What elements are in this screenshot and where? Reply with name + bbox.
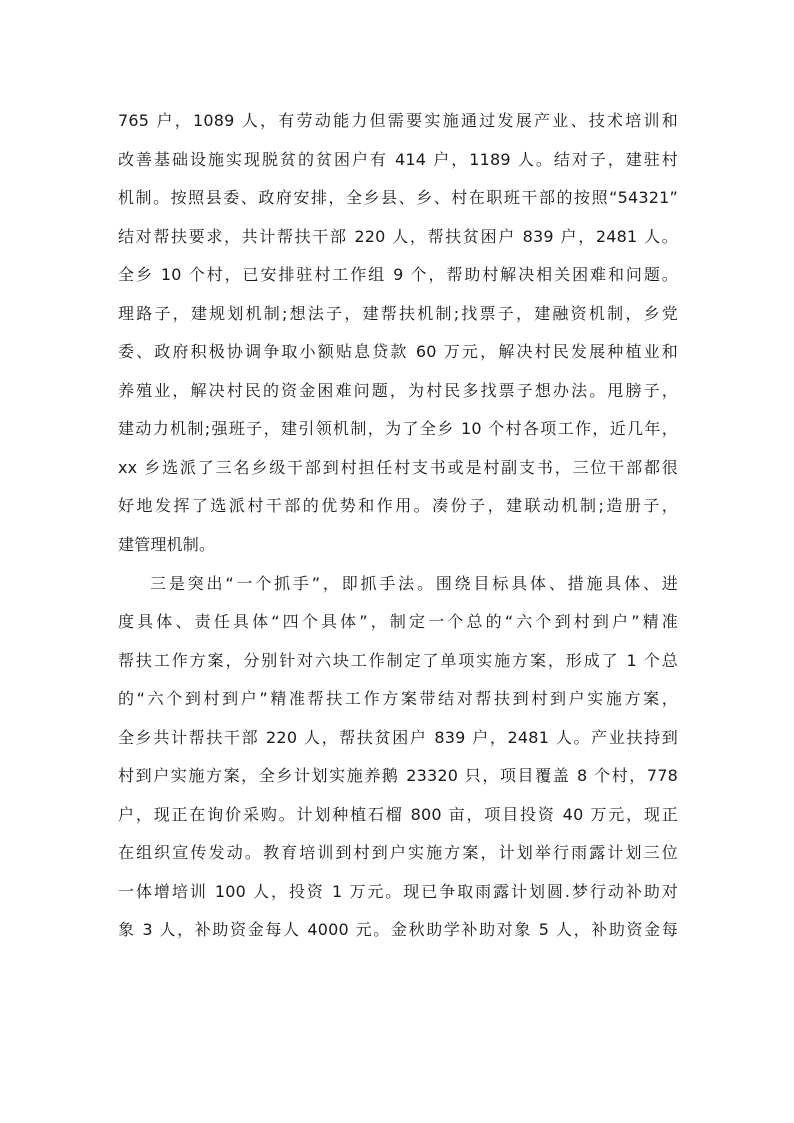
paragraph-first-line: 三是突出“一个抓手”，即抓手法。围绕目标具体、措施具体、进 [150,573,678,593]
text-line: 象 3 人，补助资金每人 4000 元。金秋助学补助对象 5 人，补助资金每 [118,920,678,940]
text-line: 结对帮扶要求，共计帮扶干部 220 人，帮扶贫困户 839 户，2481 人。 [118,226,678,246]
text-line: 改善基础设施实现脱贫的贫困户有 414 户，1189 人。结对子，建驻村 [118,149,678,169]
paragraph-last-line: 建管理机制。 [118,535,216,555]
text-line: 在组织宣传发动。教育培训到村到户实施方案，计划举行雨露计划三位 [118,843,678,863]
text-line: 委、政府积极协调争取小额贴息贷款 60 万元，解决村民发展种植业和 [118,342,678,362]
text-line: 理路子，建规划机制;想法子，建帮扶机制;找票子，建融资机制，乡党 [118,303,678,323]
text-line: 一体增培训 100 人，投资 1 万元。现已争取雨露计划圆.梦行动补助对 [118,881,678,901]
text-line: 户，现正在询价采购。计划种植石榴 800 亩，项目投资 40 万元，现正 [118,804,678,824]
text-line: 好地发挥了选派村干部的优势和作用。凑份子，建联动机制;造册子， [118,496,678,516]
text-line: 全乡 10 个村，已安排驻村工作组 9 个，帮助村解决相关困难和问题。 [118,265,678,285]
body-text [118,102,678,950]
text-line: 机制。按照县委、政府安排，全乡县、乡、村在职班干部的按照“54321” [118,188,678,208]
text-line: 建动力机制;强班子，建引领机制，为了全乡 10 个村各项工作，近几年， [118,419,678,439]
text-line: 养殖业，解决村民的资金困难问题，为村民多找票子想办法。甩膀子， [118,380,678,400]
text-line: 765 户，1089 人，有劳动能力但需要实施通过发展产业、技术培训和 [118,111,678,130]
text-line: xx 乡选派了三名乡级干部到村担任村支书或是村副支书，三位干部都很 [118,457,678,477]
text-line: 帮扶工作方案，分别针对六块工作制定了单项实施方案，形成了 1 个总 [118,650,678,670]
text-line: 的“六个到村到户”精准帮扶工作方案带结对帮扶到村到户实施方案， [118,689,678,709]
text-line: 度具体、责任具体“四个具体”，制定一个总的“六个到村到户”精准 [118,612,678,632]
text-line: 村到户实施方案，全乡计划实施养鹅 23320 只，项目覆盖 8 个村，778 [118,766,678,786]
text-line: 全乡共计帮扶干部 220 人，帮扶贫困户 839 户，2481 人。产业扶持到 [118,727,678,747]
